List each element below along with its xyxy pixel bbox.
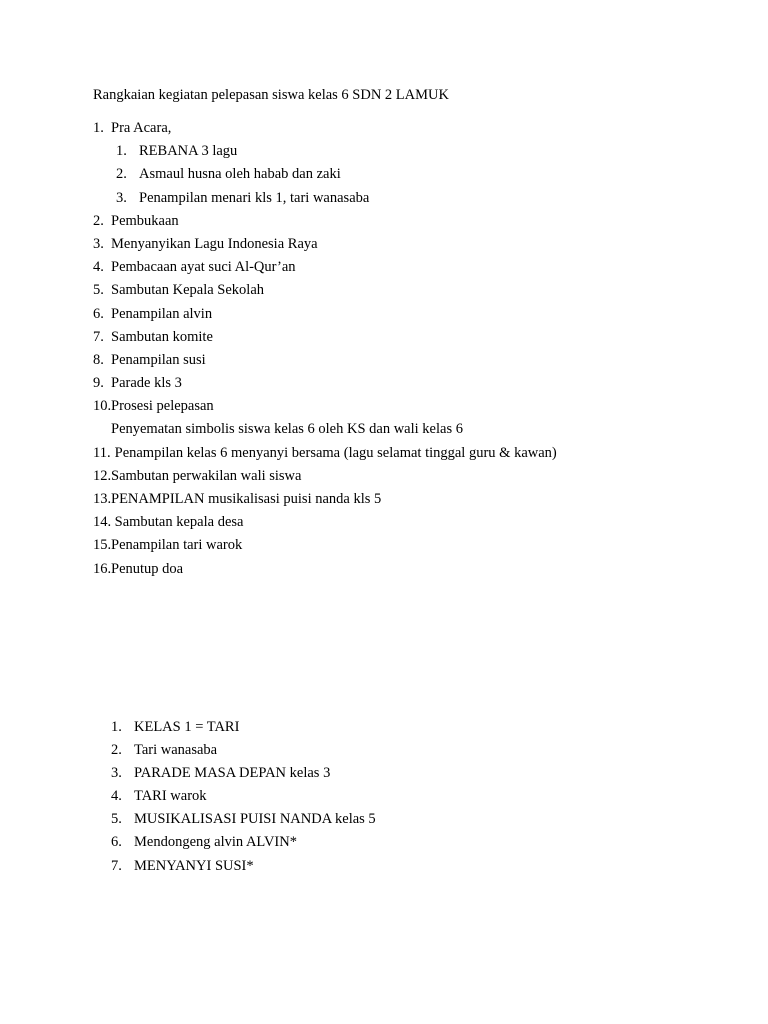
list-number: 15. [93,537,112,554]
agenda-subitem [93,163,713,186]
list-number: 7. [111,857,122,874]
agenda-item [93,395,713,418]
list-item-text: Menyanyikan Lagu Indonesia Raya [111,235,318,252]
list-item-text: Pembukaan [111,212,179,229]
agenda-item [93,511,713,534]
list-item-text: PARADE MASA DEPAN kelas 3 [134,765,331,782]
agenda-item [93,117,713,140]
list-number: 2. [116,166,127,183]
performance-list [111,716,376,878]
document-page [93,84,713,581]
list-number: 14. [93,514,112,531]
list-number: 1. [93,120,104,136]
agenda-item [93,326,713,349]
list-item-text: PENAMPILAN musikalisasi puisi nanda kls 5 [111,491,382,507]
list-number: 9. [93,375,104,392]
document-title: Rangkaian kegiatan pelepasan siswa kelas 6 SDN 2 LAMUK [93,87,449,103]
list-item-text: Penampilan tari warok [111,537,243,554]
list-number: 10. [93,398,112,415]
agenda-item [93,233,713,256]
list-number: 6. [111,834,122,851]
agenda-item [93,256,713,279]
list-number: 7. [93,328,104,345]
list-number: 5. [93,282,104,299]
agenda-subitem [93,187,713,210]
list-item-text: MENYANYI SUSI* [134,857,254,874]
agenda-item [93,210,713,233]
agenda-item [93,442,713,465]
list-item-text: Prosesi pelepasan [111,398,214,415]
list-item-text: Asmaul husna oleh habab dan zaki [139,166,341,183]
list-item-text: Pembacaan ayat suci Al-Qur’an [111,259,296,276]
list-item-text: Sambutan kepala desa [111,514,244,531]
performance-item [111,831,376,854]
list-number: 12. [93,467,112,484]
list-item-text: Penampilan alvin [111,305,213,322]
agenda-item [93,488,713,511]
agenda-item [93,558,713,581]
list-number: 1. [111,719,122,735]
agenda-list [93,117,713,581]
performance-item [111,739,376,762]
agenda-item [93,372,713,395]
agenda-item-continuation [93,418,713,441]
list-item-text: Tari wanasaba [134,742,218,759]
list-item-text: Penyematan simbolis siswa kelas 6 oleh KS dan wali kelas 6 [111,421,463,438]
list-number: 3. [93,235,104,252]
list-item-text: Pra Acara, [111,120,172,136]
list-item-text: Mendongeng alvin ALVIN* [134,834,297,851]
performance-item [111,762,376,785]
list-item-text: Penampilan susi [111,351,206,368]
list-number: 16. [93,560,112,577]
list-number: 11. [93,444,111,461]
list-number: 5. [111,811,122,828]
agenda-item [93,534,713,557]
list-item-text: Penampilan kelas 6 menyanyi bersama (lagu selamat tinggal guru & kawan) [111,444,557,461]
agenda-item [93,279,713,302]
list-number: 4. [93,259,104,276]
list-number: 13. [93,491,112,507]
agenda-item [93,349,713,372]
agenda-item [93,465,713,488]
agenda-subitem [93,140,713,163]
list-number: 2. [111,742,122,759]
list-item-text: TARI warok [134,788,207,805]
list-number: 8. [93,351,104,368]
list-number: 2. [93,212,104,229]
list-number: 1. [116,143,127,160]
list-item-text: Parade kls 3 [111,375,182,392]
list-number: 3. [111,765,122,782]
list-item-text: Sambutan komite [111,328,213,345]
agenda-item [93,303,713,326]
list-item-text: Penampilan menari kls 1, tari wanasaba [139,189,370,206]
list-number: 6. [93,305,104,322]
performance-item [111,855,376,878]
performance-item [111,808,376,831]
list-number: 3. [116,189,127,206]
list-item-text: Sambutan Kepala Sekolah [111,282,265,299]
performance-item [111,716,376,739]
list-item-text: Penutup doa [111,560,184,577]
list-number: 4. [111,788,122,805]
performance-item [111,785,376,808]
list-item-text: Sambutan perwakilan wali siswa [111,467,302,484]
list-item-text: KELAS 1 = TARI [134,719,240,735]
list-item-text: REBANA 3 lagu [139,143,238,160]
list-item-text: MUSIKALISASI PUISI NANDA kelas 5 [134,811,376,828]
